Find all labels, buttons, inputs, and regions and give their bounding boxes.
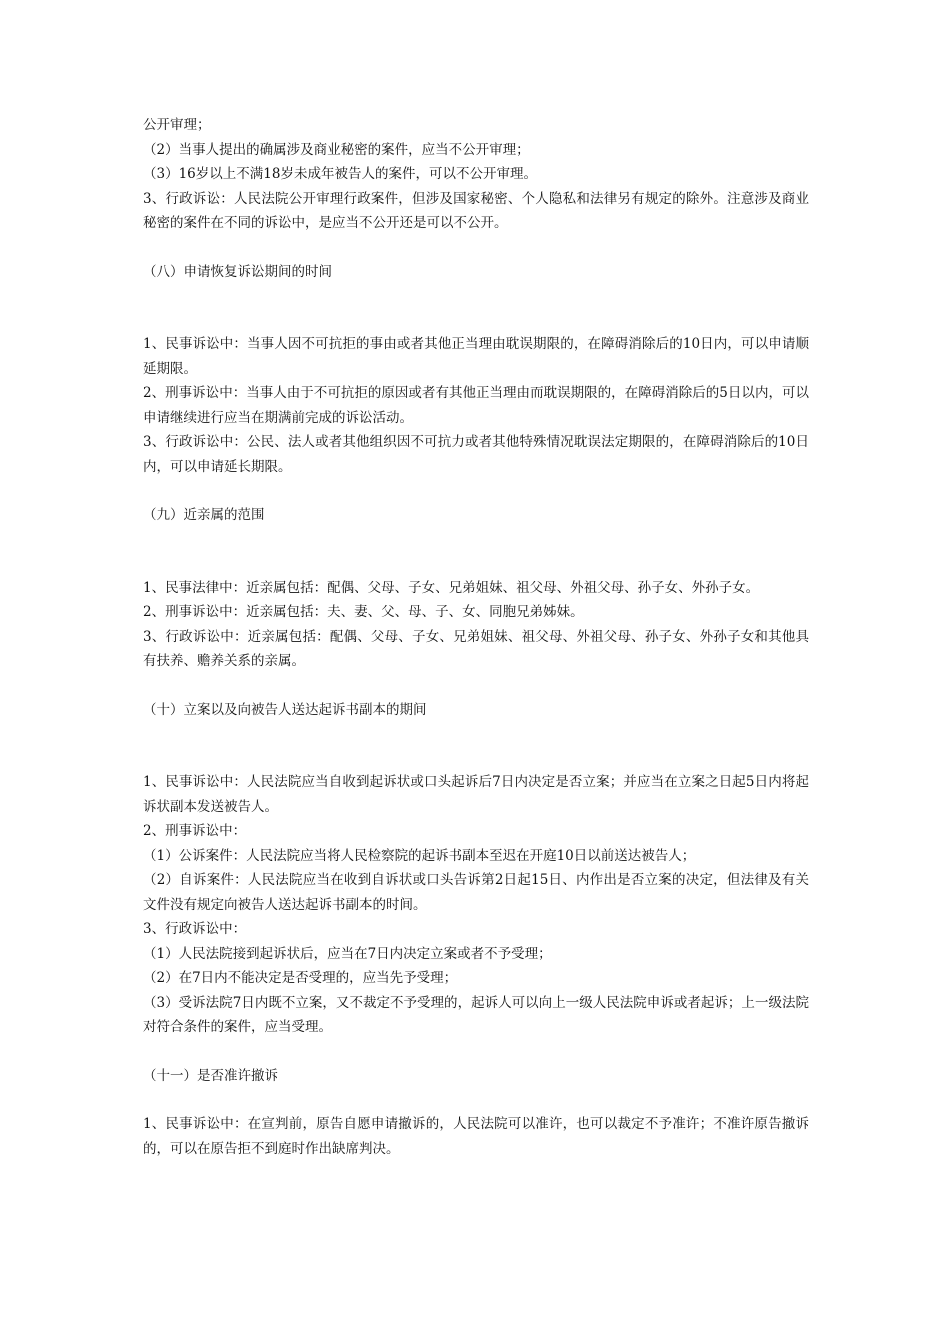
paragraph: 1、民事诉讼中：人民法院应当自收到起诉状或口头起诉后7日内决定是否立案；并应当在立案之日起5日内将起诉状副本发送被告人。 xyxy=(143,774,809,815)
paragraph: （3）16岁以上不满18岁未成年被告人的案件，可以不公开审理。 xyxy=(143,166,537,182)
paragraph: 3、行政诉讼：人民法院公开审理行政案件，但涉及国家秘密、个人隐私和法律另有规定的除外。注意涉及商业秘密的案件在不同的诉讼中，是应当不公开还是可以不公开。 xyxy=(143,190,809,231)
paragraph: 1、民事法律中：近亲属包括：配偶、父母、子女、兄弟姐妹、祖父母、外祖父母、孙子女、外孙子女。 xyxy=(143,579,760,596)
paragraph: 3、行政诉讼中：近亲属包括：配偶、父母、子女、兄弟姐妹、祖父母、外祖父母、孙子女、外孙子女和其他具有扶养、赡养关系的亲属。 xyxy=(143,628,809,669)
paragraph: （3）受诉法院7日内既不立案，又不裁定不予受理的，起诉人可以向上一级人民法院申诉或者起诉；上一级法院对符合条件的案件，应当受理。 xyxy=(143,994,809,1035)
paragraph: 3、行政诉讼中：公民、法人或者其他组织因不可抗力或者其他特殊情况耽误法定期限的，在障碍消除后的10日内，可以申请延长期限。 xyxy=(143,434,809,475)
paragraph: （2）在7日内不能决定是否受理的，应当先予受理； xyxy=(143,970,458,986)
paragraph: 2、刑事诉讼中：近亲属包括：夫、妻、父、母、子、女、同胞兄弟姊妹。 xyxy=(143,604,584,620)
paragraph: 1、民事诉讼中：当事人因不可抗拒的事由或者其他正当理由耽误期限的，在障碍消除后的10日内，可以申请顺延期限。 xyxy=(143,336,809,377)
section-heading-11: （十一）是否准许撤诉 xyxy=(143,1067,278,1084)
paragraph: （2）自诉案件：人民法院应当在收到自诉状或口头告诉第2日起15日、内作出是否立案的决定，但法律及有关文件没有规定向被告人送达起诉书副本的时间。 xyxy=(143,872,809,913)
section-heading-10: （十）立案以及向被告人送达起诉书副本的期间 xyxy=(143,701,427,718)
paragraph: 公开审理； xyxy=(143,117,211,133)
paragraph: （1）人民法院接到起诉状后，应当在7日内决定立案或者不予受理； xyxy=(143,945,552,962)
paragraph: 3、行政诉讼中： xyxy=(143,921,247,937)
paragraph: 1、民事诉讼中：在宣判前，原告自愿申请撤诉的，人民法院可以准许，也可以裁定不予准许；不准许原告撤诉的，可以在原告拒不到庭时作出缺席判决。 xyxy=(143,1116,809,1157)
paragraph: 2、刑事诉讼中： xyxy=(143,823,247,839)
paragraph: 2、刑事诉讼中：当事人由于不可抗拒的原因或者有其他正当理由而耽误期限的，在障碍消除后的5日以内，可以申请继续进行应当在期满前完成的诉讼活动。 xyxy=(143,385,809,426)
document-page xyxy=(143,113,809,1161)
paragraph: （2）当事人提出的确属涉及商业秘密的案件，应当不公开审理； xyxy=(143,141,530,158)
paragraph: （1）公诉案件：人民法院应当将人民检察院的起诉书副本至迟在开庭10日以前送达被告人； xyxy=(143,847,696,864)
section-heading-8: （八）申请恢复诉讼期间的时间 xyxy=(143,263,332,280)
section-heading-9: （九）近亲属的范围 xyxy=(143,507,265,523)
